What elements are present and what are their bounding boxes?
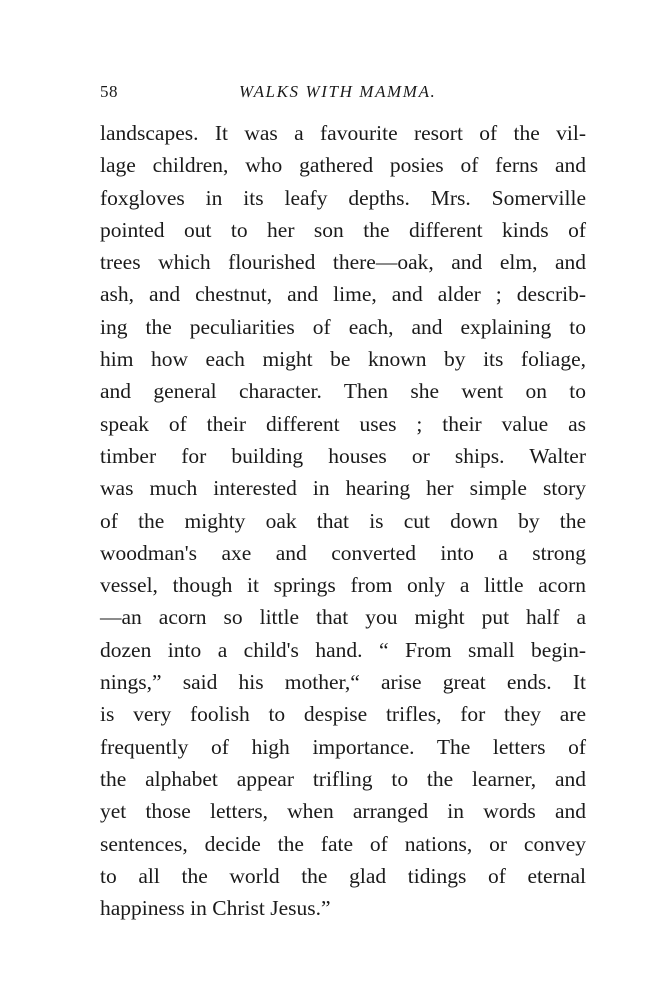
text-line: ash, and chestnut, and lime, and alder ; describ-	[100, 282, 586, 307]
text-line: was much interested in hearing her simple story	[100, 476, 586, 501]
text-line: yet those letters, when arranged in words and	[100, 799, 586, 824]
text-line: to all the world the glad tidings of eternal	[100, 863, 586, 888]
text-line: timber for building houses or ships. Walter	[100, 443, 586, 468]
running-head: WALKS WITH MAMMA.	[239, 82, 437, 101]
text-line: ing the peculiarities of each, and explaining to	[100, 314, 586, 339]
text-line: frequently of high importance. The letters of	[100, 734, 586, 759]
page-number: 58	[100, 82, 118, 101]
body-text	[100, 117, 586, 924]
text-line: nings,” said his mother,“ arise great ends. It	[100, 670, 586, 695]
text-line: lage children, who gathered posies of ferns and	[100, 153, 586, 178]
text-line: him how each might be known by its foliage,	[100, 347, 586, 372]
text-line: is very foolish to despise trifles, for they are	[100, 702, 586, 727]
page-header	[100, 82, 560, 106]
text-line: woodman's axe and converted into a strong	[100, 540, 586, 565]
text-line: landscapes. It was a favourite resort of the vil-	[100, 121, 586, 145]
text-line: trees which flourished there—oak, and elm, and	[100, 250, 586, 275]
text-line: speak of their different uses ; their value as	[100, 411, 586, 436]
text-line: pointed out to her son the different kinds of	[100, 217, 586, 242]
text-line: dozen into a child's hand. “ From small begin-	[100, 637, 586, 662]
text-line: sentences, decide the fate of nations, or convey	[100, 831, 586, 856]
text-line: happiness in Christ Jesus.”	[100, 896, 331, 921]
text-line: of the mighty oak that is cut down by the	[100, 508, 586, 533]
text-line: vessel, though it springs from only a little acorn	[100, 573, 586, 598]
text-line: and general character. Then she went on to	[100, 379, 586, 404]
text-line: —an acorn so little that you might put half a	[100, 605, 586, 630]
text-line: the alphabet appear trifling to the learner, and	[100, 766, 586, 791]
text-line: foxgloves in its leafy depths. Mrs. Somerville	[100, 185, 586, 210]
